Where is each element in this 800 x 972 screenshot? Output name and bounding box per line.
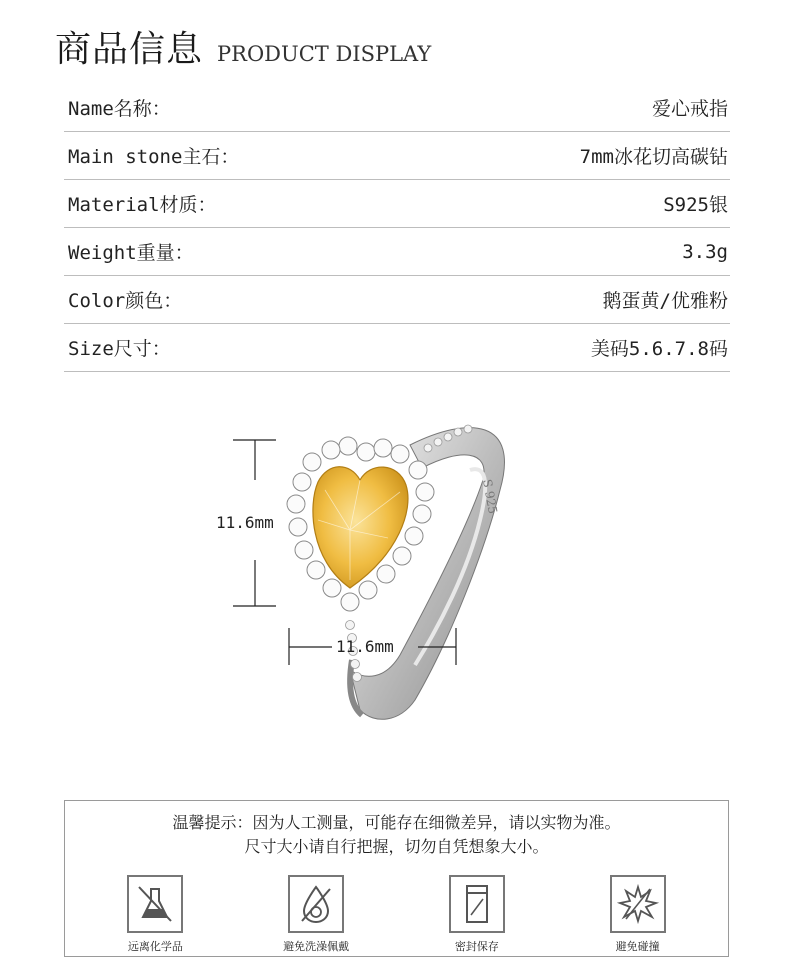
care-item-sealed [417, 875, 537, 954]
page-header [55, 18, 431, 68]
page-title: 商品信息 [55, 29, 204, 70]
product-image [200, 410, 560, 730]
care-item-impact [578, 875, 698, 954]
spec-value: 鹅蛋黄/优雅粉 [602, 290, 728, 312]
sealed-bag-icon [449, 875, 505, 933]
spec-label: Color颜色： [68, 290, 183, 312]
page-subtitle: PRODUCT DISPLAY [217, 42, 432, 66]
spec-row-size [64, 324, 730, 372]
spec-row-main-stone [64, 132, 730, 180]
spec-row-name [64, 84, 730, 132]
spec-value: 7mm冰花切高碳钻 [579, 146, 728, 168]
spec-value: 爱心戒指 [651, 98, 728, 120]
spec-table [64, 84, 730, 372]
chemical-icon [127, 875, 183, 933]
care-label: 避免碰撞 [615, 940, 660, 953]
spec-row-material [64, 180, 730, 228]
spec-row-weight [64, 228, 730, 276]
ring-illustration [200, 410, 560, 730]
care-notice-box [64, 800, 729, 957]
height-label: 11.6mm [216, 513, 274, 532]
spec-label: Size尺寸： [68, 338, 171, 360]
notice-text [65, 801, 728, 859]
spec-row-color [64, 276, 730, 324]
care-label: 避免洗澡佩戴 [283, 940, 350, 953]
care-label: 远离化学品 [127, 940, 183, 953]
spec-value: 美码5.6.7.8码 [590, 338, 728, 360]
engraving-text: S 925 [480, 478, 500, 515]
care-list [65, 875, 728, 954]
spec-label: Name名称： [68, 98, 171, 120]
water-drop-icon [288, 875, 344, 933]
spec-label: Weight重量： [68, 242, 194, 264]
care-item-chemicals [95, 875, 215, 954]
care-item-bath [256, 875, 376, 954]
notice-line-2: 尺寸大小请自行把握，切勿自凭想象大小。 [244, 837, 549, 856]
width-label: 11.6mm [336, 637, 394, 656]
spec-value: 3.3g [682, 240, 728, 263]
notice-line-1: 温馨提示：因为人工测量，可能存在细微差异，请以实物为准。 [172, 813, 621, 832]
spec-label: Main stone主石： [68, 146, 240, 168]
impact-icon [610, 875, 666, 933]
spec-value: S925银 [663, 194, 728, 216]
care-label: 密封保存 [454, 940, 499, 953]
spec-label: Material材质： [68, 194, 217, 216]
